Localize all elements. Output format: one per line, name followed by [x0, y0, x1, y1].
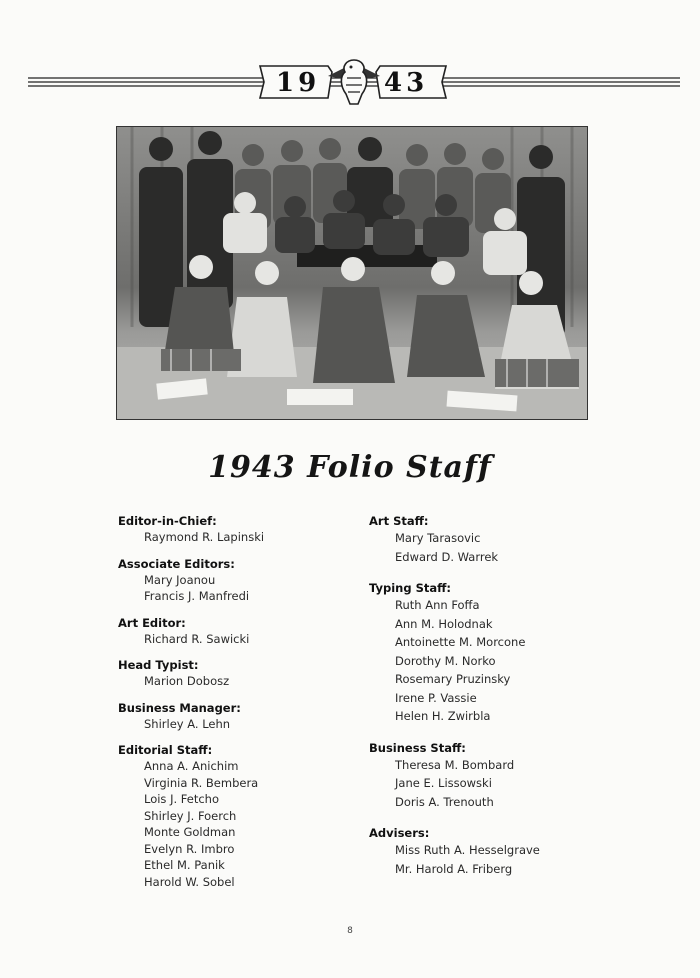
- staff-member: Ethel M. Panik: [144, 858, 225, 872]
- staff-group-heading: Typing Staff:: [369, 581, 452, 595]
- staff-member: Irene P. Vassie: [395, 690, 477, 705]
- staff-group-heading: Business Staff:: [369, 740, 466, 755]
- staff-member: Shirley A. Lehn: [144, 716, 231, 731]
- staff-member: Shirley J. Foerch: [144, 808, 237, 823]
- staff-group-heading: Editorial Staff:: [118, 743, 213, 757]
- staff-member: Richard R. Sawicki: [144, 631, 250, 646]
- staff-member: Anna A. Anichim: [144, 759, 239, 773]
- staff-member: Doris A. Trenouth: [395, 794, 494, 809]
- staff-member: Marion Dobosz: [144, 674, 230, 688]
- staff-column-left: [118, 513, 348, 900]
- staff-member: Dorothy M. Norko: [395, 653, 496, 668]
- page-title: 1943 Folio Staff: [208, 450, 492, 485]
- staff-member: Ann M. Holodnak: [395, 616, 493, 631]
- staff-member: Raymond R. Lapinski: [144, 530, 265, 544]
- staff-member: Evelyn R. Imbro: [144, 841, 235, 856]
- staff-member: Antoinette M. Morcone: [395, 635, 526, 649]
- staff-member: Rosemary Pruzinsky: [395, 672, 511, 686]
- year-right-digits: 43: [384, 68, 429, 98]
- staff-member: Monte Goldman: [144, 825, 236, 839]
- group-photo-icon: [117, 127, 587, 419]
- staff-member: Helen H. Zwirbla: [395, 709, 491, 723]
- header-rule-lines: [28, 58, 680, 106]
- staff-group-heading: Art Editor:: [118, 615, 186, 630]
- year-header-emblem: [28, 58, 680, 106]
- staff-group-heading: Head Typist:: [118, 658, 199, 672]
- staff-group-editor-in-chief: [118, 513, 348, 546]
- eagle-icon: [341, 60, 366, 104]
- staff-member: Lois J. Fetcho: [144, 792, 220, 806]
- staff-member: Virginia R. Bembera: [144, 775, 259, 790]
- staff-group-editorial-staff: [118, 742, 348, 890]
- staff-member: Mary Tarasovic: [395, 531, 481, 545]
- staff-group-business-manager: [118, 700, 348, 733]
- staff-member: Ruth Ann Foffa: [395, 598, 480, 612]
- staff-group-art-editor: [118, 615, 348, 648]
- staff-column-right: [369, 513, 609, 892]
- staff-member: Harold W. Sobel: [144, 874, 235, 889]
- staff-group-heading: Advisers:: [369, 826, 430, 840]
- staff-group-head-typist: [118, 657, 348, 690]
- staff-group-art-staff: [369, 513, 609, 566]
- staff-group-advisers: [369, 825, 609, 878]
- page-number: 8: [347, 926, 353, 936]
- staff-group-heading: Editor-in-Chief:: [118, 514, 217, 528]
- staff-group-typing-staff: [369, 580, 609, 726]
- staff-member: Edward D. Warrek: [395, 549, 499, 564]
- staff-group-heading: Associate Editors:: [118, 556, 235, 571]
- staff-group-associate-editors: [118, 556, 348, 605]
- staff-member: Theresa M. Bombard: [395, 757, 515, 772]
- staff-member: Mary Joanou: [144, 572, 216, 587]
- year-left-digits: 19: [276, 68, 321, 98]
- staff-group-photo: [116, 126, 588, 420]
- staff-group-business-staff: [369, 740, 609, 812]
- staff-member: Mr. Harold A. Friberg: [395, 861, 513, 876]
- staff-group-heading: Business Manager:: [118, 700, 241, 715]
- staff-group-heading: Art Staff:: [369, 514, 429, 528]
- staff-member: Jane E. Lissowski: [395, 776, 492, 790]
- staff-member: Francis J. Manfredi: [144, 589, 250, 603]
- staff-member: Miss Ruth A. Hesselgrave: [395, 843, 540, 857]
